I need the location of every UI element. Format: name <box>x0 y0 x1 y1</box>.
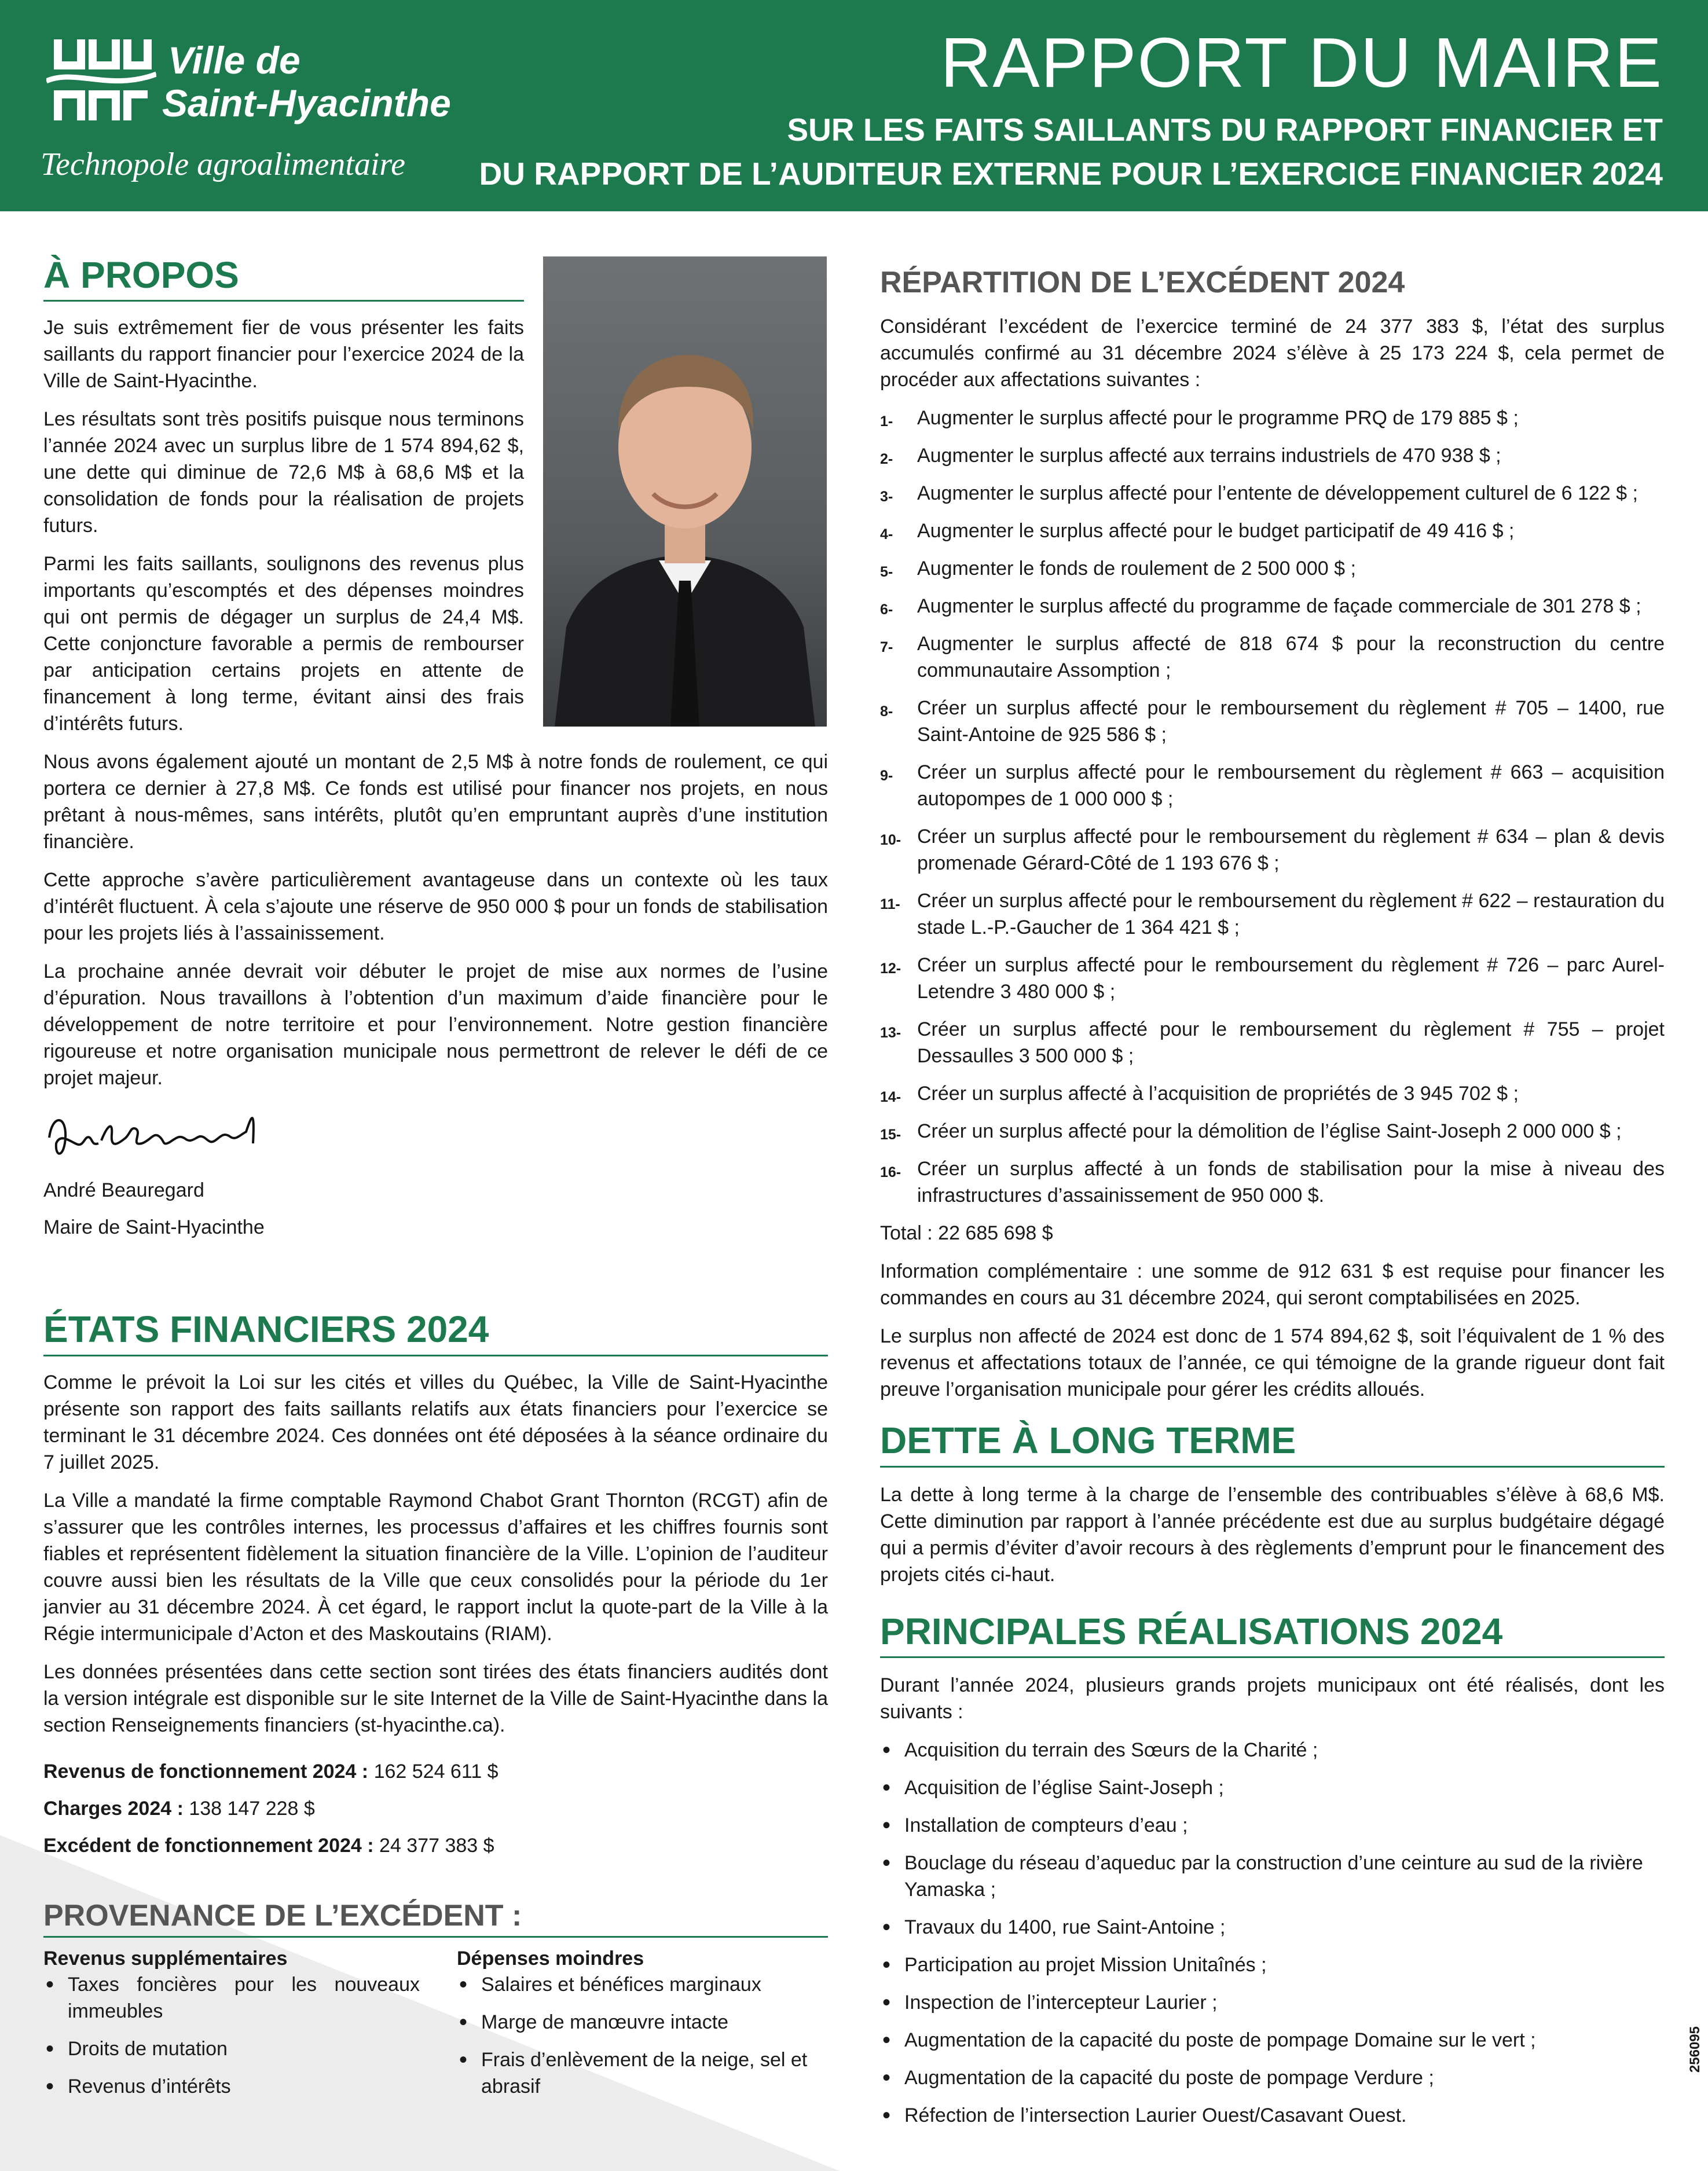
right-column <box>880 266 1665 2140</box>
etats-paragraph: La Ville a mandaté la firme comptable Raymond Chabot Grant Thornton (RCGT) afin de s’assurer que les contrôles internes, les processus d’affaires et les chiffres fournis sont fiables et représentent fidèlement la situation financière de la Ville. L’opinion de l’auditeur couvre aussi bien les résultats de la Ville que ceux consolidés pour la période du 1er janvier au 31 décembre 2024. À cet égard, le rapport inclut la quote-part de la Ville à la Régie intermunicipale d’Acton et des Maskoutains (RIAM). <box>43 1489 828 1645</box>
job-number: 256095 <box>1687 2026 1703 2073</box>
allocation-item: 7- Augmenter le surplus affecté de 818 674 $ pour la reconstruction du centre communautaire Assomption ; <box>880 633 1665 682</box>
list-item: • Inspection de l’intercepteur Laurier ; <box>880 1989 1665 2016</box>
list-item: • Augmentation de la capacité du poste de pompage Domaine sur le vert ; <box>880 2027 1665 2053</box>
list-item: • Installation de compteurs d’eau ; <box>880 1812 1665 1839</box>
list-item: • Acquisition de l’église Saint-Joseph ; <box>880 1774 1665 1801</box>
list-item: • Frais d’enlèvement de la neige, sel et abrasif <box>457 2047 827 2100</box>
list-item: • Augmentation de la capacité du poste de pompage Verdure ; <box>880 2064 1665 2091</box>
charges-line: Charges 2024 : 138 147 228 $ <box>43 1797 315 1820</box>
apropos-paragraph: Nous avons également ajouté un montant de 2,5 M$ à notre fonds de roulement, ce qui portera ce dernier à 27,8 M$. Ce fonds est utilisé pour financer nos projets, en nous prêtant à nous-mêmes, sans intérêts, plutôt qu’en empruntant auprès d’une institution financière. <box>43 751 828 853</box>
excedent-line: Excédent de fonctionnement 2024 : 24 377 383 $ <box>43 1834 494 1857</box>
section-heading-provenance: PROVENANCE DE L’EXCÉDENT : <box>43 1899 828 1938</box>
list-item: • Salaires et bénéfices marginaux <box>457 1971 827 1998</box>
apropos-paragraph: Les résultats sont très positifs puisque nous terminons l’année 2024 avec un surplus libre de 1 574 894,62 $, une dette qui diminue de 72,6 M$ à 68,6 M$ et la consolidation de fonds pour la réalisation de projets futurs. <box>43 408 524 537</box>
provenance-col2-title: Dépenses moindres <box>457 1947 644 1970</box>
repartition-intro: Considérant l’excédent de l’exercice terminé de 24 377 383 $, l’état des surplus accumulés confirmé au 31 décembre 2024 s’élève à 25 173 224 $, cela permet de procéder aux affectations suivantes : <box>880 316 1665 391</box>
complementary-info: Information complémentaire : une somme de 912 631 $ est requise pour financer les commandes en cours au 31 décembre 2024, qui seront comptabilisées en 2025. <box>880 1260 1665 1310</box>
allocation-item: 8- Créer un surplus affecté pour le remboursement du règlement # 705 – 1400, rue Saint-Antoine de 925 586 $ ; <box>880 697 1665 746</box>
allocation-item: 13- Créer un surplus affecté pour le remboursement du règlement # 755 – projet Dessaulles 3 500 000 $ ; <box>880 1018 1665 1068</box>
allocation-item: 2- Augmenter le surplus affecté aux terrains industriels de 470 938 $ ; <box>880 445 1501 468</box>
signature-scribble <box>43 1103 287 1172</box>
etats-paragraph: Les données présentées dans cette section sont tirées des états financiers audités dont la version intégrale est disponible sur le site Internet de la Ville de Saint-Hyacinthe dans la section Renseignements financiers (st-hyacinthe.ca). <box>43 1660 828 1736</box>
list-item: • Réfection de l’intersection Laurier Ouest/Casavant Ouest. <box>880 2102 1665 2129</box>
apropos-paragraph: Cette approche s’avère particulièrement avantageuse dans un contexte où les taux d’intérêt fluctuent. À cela s’ajoute une réserve de 950 000 $ pour un fonds de stabilisation pour les projets liés à l’assainissement. <box>43 869 828 945</box>
allocation-list <box>880 405 1665 1209</box>
section-heading-repartition: RÉPARTITION DE L’EXCÉDENT 2024 <box>880 266 1405 299</box>
section-heading-realisations: PRINCIPALES RÉALISATIONS 2024 <box>880 1611 1665 1658</box>
list-item: • Taxes foncières pour les nouveaux immeubles <box>43 1971 420 2025</box>
allocation-item: 4- Augmenter le surplus affecté pour le budget participatif de 49 416 $ ; <box>880 520 1515 543</box>
list-item: • Travaux du 1400, rue Saint-Antoine ; <box>880 1914 1665 1941</box>
allocation-item: 12- Créer un surplus affecté pour le remboursement du règlement # 726 – parc Aurel-Letendre 3 480 000 $ ; <box>880 954 1665 1003</box>
provenance-columns <box>43 1946 828 2111</box>
allocation-item: 1- Augmenter le surplus affecté pour le programme PRQ de 179 885 $ ; <box>880 407 1519 430</box>
left-column <box>43 255 828 2111</box>
list-item: • Acquisition du terrain des Sœurs de la Charité ; <box>880 1737 1665 1763</box>
list-item: • Marge de manœuvre intacte <box>457 2009 827 2036</box>
signature <box>43 1103 828 1172</box>
allocation-item: 3- Augmenter le surplus affecté pour l’entente de développement culturel de 6 122 $ ; <box>880 482 1638 505</box>
signer-name: André Beauregard <box>43 1179 204 1202</box>
page-subtitle-line1: SUR LES FAITS SAILLANTS DU RAPPORT FINANCIER ET <box>787 112 1663 148</box>
apropos-paragraph: La prochaine année devrait voir débuter le projet de mise aux normes de l’usine d’épuration. Nous travaillons à l’obtention d’un maximum d’aide financière pour le développement de notre territoire et pour l’environnement. Notre gestion financière rigoureuse et notre organisation municipale nous permettront de relever le défi de ce projet majeur. <box>43 960 828 1090</box>
city-logo-icon <box>46 34 156 126</box>
apropos-paragraph: Parmi les faits saillants, soulignons des revenus plus importants qu’escomptés et des dépenses moindres qui ont permis de dégager un surplus de 24,4 M$. Cette conjoncture favorable a permis de rembourser par anticipation certains projets en attente de financement à long terme, évitant ainsi des frais d’intérêts futurs. <box>43 553 524 735</box>
section-heading-apropos: À PROPOS <box>43 255 524 302</box>
logo-tagline: Technopole agroalimentaire <box>41 146 405 182</box>
logo-text-line1: Ville de <box>168 39 300 82</box>
allocation-item: 9- Créer un surplus affecté pour le remboursement du règlement # 663 – acquisition autopompes de 1 000 000 $ ; <box>880 761 1665 811</box>
section-heading-etats: ÉTATS FINANCIERS 2024 <box>43 1309 828 1356</box>
list-item: • Droits de mutation <box>43 2036 420 2062</box>
realisations-intro: Durant l’année 2024, plusieurs grands projets municipaux ont été réalisés, dont les suivants : <box>880 1674 1665 1723</box>
provenance-col1-title: Revenus supplémentaires <box>43 1947 288 1970</box>
allocation-item: 11- Créer un surplus affecté pour le remboursement du règlement # 622 – restauration du stade L.-P.-Gaucher de 1 364 421 $ ; <box>880 890 1665 939</box>
dette-paragraph: La dette à long terme à la charge de l’ensemble des contribuables s’élève à 68,6 M$. Cette diminution par rapport à l’année précédente est due au surplus budgétaire dégagé qui a permis d’éviter d’avoir recours à des règlements d’emprunt pour le financement des projets cités ci-haut. <box>880 1483 1665 1586</box>
page-header <box>0 0 1708 211</box>
page-title: RAPPORT DU MAIRE <box>940 23 1663 102</box>
list-item: • Participation au projet Mission Unitaînés ; <box>880 1952 1665 1978</box>
logo-text-line2: Saint-Hyacinthe <box>162 82 451 124</box>
allocation-total: Total : 22 685 698 $ <box>880 1222 1053 1245</box>
list-item: • Revenus d’intérêts <box>43 2073 420 2100</box>
surplus-summary: Le surplus non affecté de 2024 est donc de 1 574 894,62 $, soit l’équivalent de 1 % des revenus et affectations totaux de l’année, ce qui témoigne de la grande rigueur dont fait preuve l’organisation municipale pour gérer les crédits alloués. <box>880 1325 1665 1401</box>
signer-title: Maire de Saint-Hyacinthe <box>43 1216 265 1239</box>
allocation-item: 16- Créer un surplus affecté à un fonds de stabilisation pour la mise à niveau des infrastructures d’assainissement de 950 000 $. <box>880 1158 1665 1207</box>
allocation-item: 10- Créer un surplus affecté pour le remboursement du règlement # 634 – plan & devis promenade Gérard-Côté de 1 193 676 $ ; <box>880 826 1665 875</box>
allocation-item: 6- Augmenter le surplus affecté du programme de façade commerciale de 301 278 $ ; <box>880 595 1641 618</box>
apropos-paragraph: Je suis extrêmement fier de vous présenter les faits saillants du rapport financier pour l’exercice 2024 de la Ville de Saint-Hyacinthe. <box>43 317 524 393</box>
allocation-item: 14- Créer un surplus affecté à l’acquisition de propriétés de 3 945 702 $ ; <box>880 1083 1519 1106</box>
etats-paragraph: Comme le prévoit la Loi sur les cités et villes du Québec, la Ville de Saint-Hyacinthe présente son rapport des faits saillants relatifs aux états financiers pour l’exercice se terminant le 31 décembre 2024. Ces données ont été déposées à la séance ordinaire du 7 juillet 2025. <box>43 1371 828 1473</box>
section-heading-dette: DETTE À LONG TERME <box>880 1420 1665 1467</box>
realisations-list <box>880 1737 1665 2129</box>
page-subtitle-line2: DU RAPPORT DE L’AUDITEUR EXTERNE POUR L’EXERCICE FINANCIER 2024 <box>479 156 1663 192</box>
allocation-item: 5- Augmenter le fonds de roulement de 2 500 000 $ ; <box>880 558 1356 581</box>
revenus-line: Revenus de fonctionnement 2024 : 162 524 611 $ <box>43 1760 499 1783</box>
list-item: • Bouclage du réseau d’aqueduc par la construction d’une ceinture au sud de la rivière Yamaska ; <box>880 1850 1665 1903</box>
allocation-item: 15- Créer un surplus affecté pour la démolition de l’église Saint-Joseph 2 000 000 $ ; <box>880 1120 1622 1143</box>
